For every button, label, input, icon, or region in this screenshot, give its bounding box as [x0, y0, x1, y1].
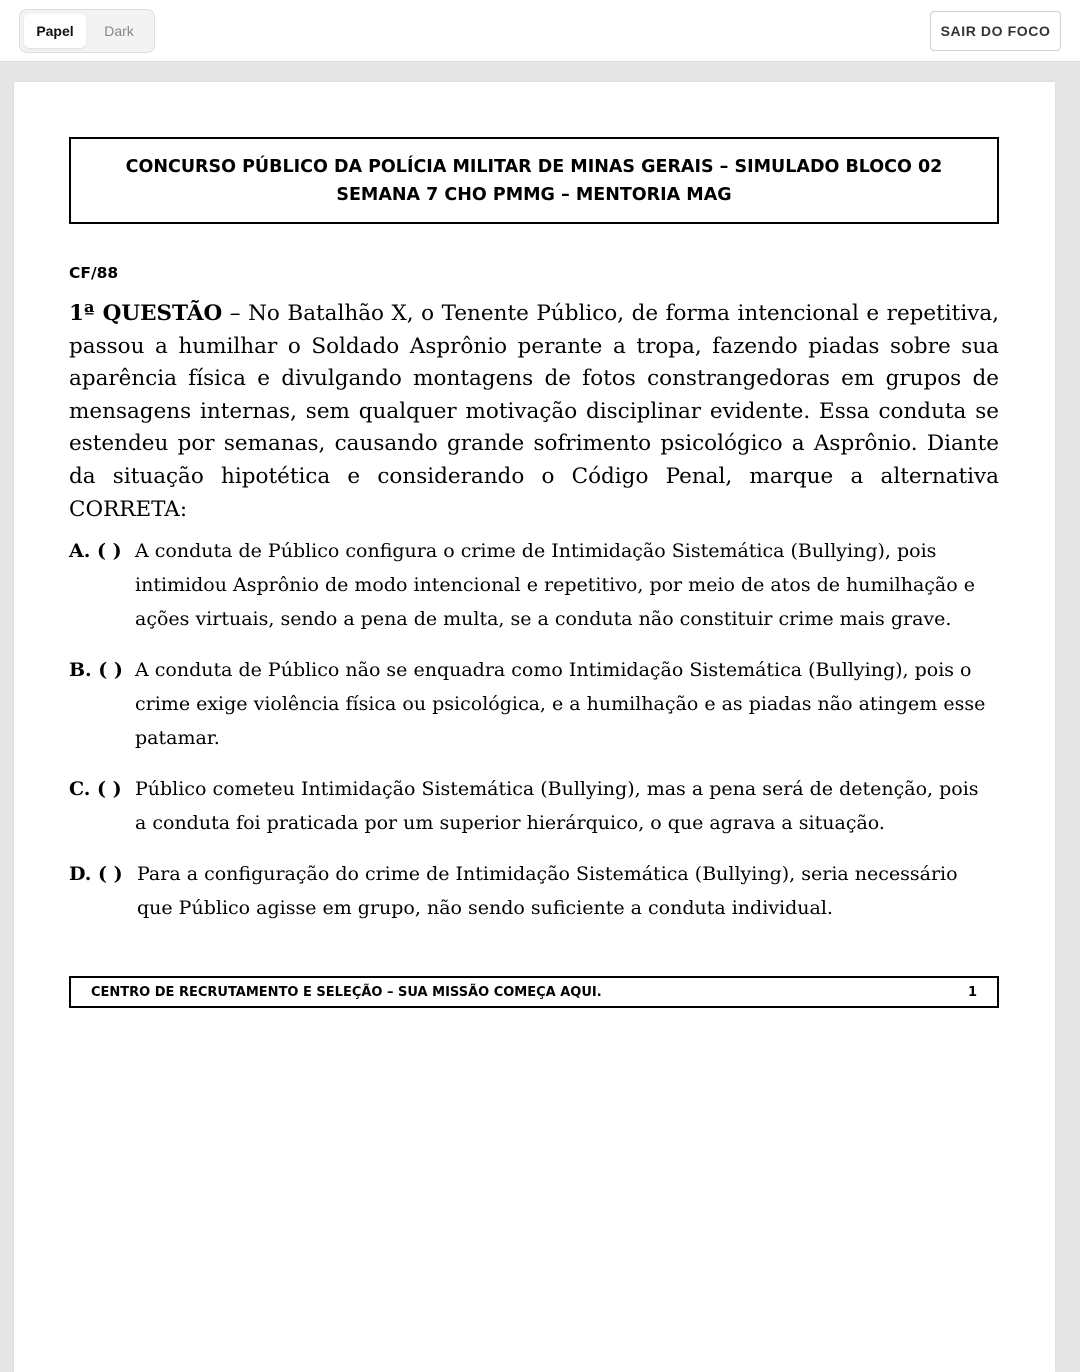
option-text-a: A conduta de Público configura o crime de Intimidação Sistemática (Bullying), pois intimidou Asprônio de modo intencional e repetitivo, por meio de atos de humilhação e ações virtuais, sendo a pena de multa, se a conduta não constituir crime mais grave. — [135, 540, 975, 630]
option-text-d: Para a configuração do crime de Intimidação Sistemática (Bullying), seria necessário que Público agisse em grupo, não sendo suficiente a conduta individual. — [137, 863, 958, 919]
answer-options — [69, 534, 999, 942]
option-a[interactable] — [69, 534, 999, 636]
option-c[interactable] — [69, 772, 999, 840]
page-number: 1 — [967, 984, 977, 1000]
footer-text: CENTRO DE RECRUTAMENTO E SELEÇÃO – SUA MISSÃO COMEÇA AQUI. — [91, 984, 602, 1000]
document-footer — [69, 976, 999, 1008]
question-text: No Batalhão X, o Tenente Público, de forma intencional e repetitiva, passou a humilhar o Soldado Asprônio perante a tropa, fazendo piadas sobre sua aparência física e divulgando montagens de fotos constrangedoras em grupos de mensagens internas, sem qualquer motivação disciplinar evidente. Essa conduta se estendeu por semanas, causando grande sofrimento psicológico a Asprônio. Diante da situação hipotética e considerando o Código Penal, marque a alternativa CORRETA: — [69, 301, 999, 522]
top-toolbar — [0, 0, 1080, 62]
document-page — [14, 82, 1055, 1372]
option-text-c: Público cometeu Intimidação Sistemática (Bullying), mas a pena será de detenção, pois a conduta foi praticada por um superior hierárquico, o que agrava a situação. — [135, 778, 979, 834]
subject-label: CF/88 — [69, 264, 119, 282]
option-letter-d: D. ( ) — [69, 863, 123, 885]
option-letter-c: C. ( ) — [69, 778, 122, 800]
option-text-b: A conduta de Público não se enquadra como Intimidação Sistemática (Bullying), pois o crime exige violência física ou psicológica, e a humilhação e as piadas não atingem esse patamar. — [135, 659, 986, 749]
option-letter-a: A. ( ) — [69, 540, 122, 562]
theme-option-dark[interactable]: Dark — [104, 23, 134, 39]
exit-focus-button[interactable]: SAIR DO FOCO — [930, 11, 1061, 51]
option-letter-b: B. ( ) — [69, 659, 123, 681]
theme-option-papel[interactable]: Papel — [24, 14, 86, 48]
question-number: 1ª QUESTÃO — [69, 301, 223, 326]
theme-toggle — [19, 9, 155, 53]
option-d[interactable] — [69, 857, 999, 925]
question-separator: – — [222, 301, 249, 326]
document-header: CONCURSO PÚBLICO DA POLÍCIA MILITAR DE MINAS GERAIS – SIMULADO BLOCO 02 SEMANA 7 CHO PMMG – MENTORIA MAG — [69, 137, 999, 224]
option-b[interactable] — [69, 653, 999, 755]
question-statement — [69, 298, 999, 526]
